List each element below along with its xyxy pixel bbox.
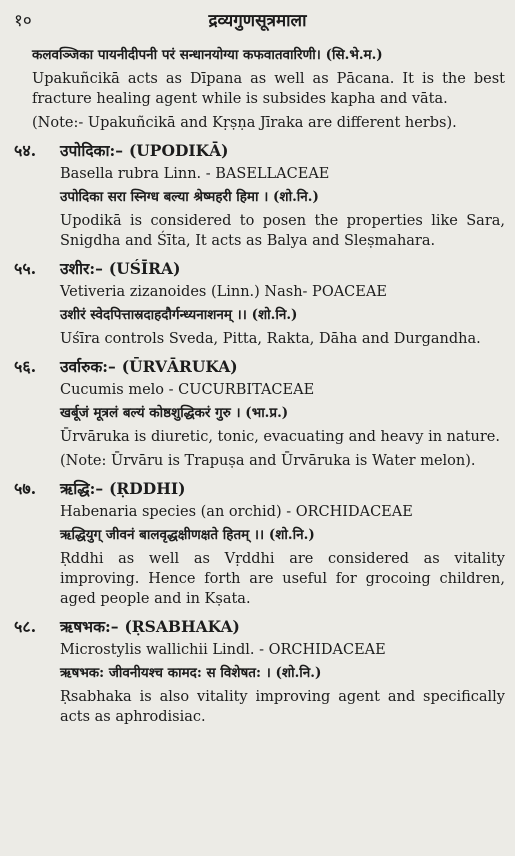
entry-body	[0, 165, 515, 251]
entry-number: ५५.	[14, 259, 37, 278]
intro-continuation	[0, 45, 515, 133]
entry-sanskrit-title: ऋषभक:–	[60, 617, 119, 636]
entry-heading	[0, 257, 515, 281]
page-title: द्रव्यगुणसूत्रमाला	[208, 11, 307, 31]
page-header	[0, 4, 515, 32]
intro-note: (Note:- Upakuñcikā and Kṛṣṇa Jīraka are different herbs).	[32, 115, 457, 131]
intro-verse: कलवञ्जिका पायनीदीपनी परं सन्धानयोग्या कफवातवारिणी। (सि.भे.म.)	[32, 47, 383, 63]
entry-title	[60, 355, 238, 377]
entry-roman-title: (UPODIKĀ)	[128, 141, 229, 160]
entry-botanical-name: Cucumis melo - CUCURBITACEAE	[60, 382, 315, 398]
entry-description: Ṛddhi as well as Vṛddhi are considered as vitality improving. Hence forth are useful for grocoing children, aged people and in Kṣata.	[60, 551, 505, 607]
entry-heading	[0, 355, 515, 379]
entry-number: ५८.	[14, 617, 37, 636]
entry-number: ५६.	[14, 357, 37, 376]
entry-title	[60, 615, 240, 637]
entry-verse: ऋद्धियुग् जीवनं बालवृद्धक्षीणक्षते हितम् ।। (शो.नि.)	[60, 527, 315, 543]
entry-roman-title: (ṚDDHI)	[109, 479, 186, 498]
page-number: १०	[14, 11, 32, 31]
entry-roman-title: (ṚSABHAKA)	[124, 617, 240, 636]
entry-body	[0, 381, 515, 471]
entry-sanskrit-title: ऋद्धि:–	[60, 479, 104, 498]
entry-verse: ऋषभक: जीवनीयश्च कामद: स विशेषत: । (शो.नि.)	[60, 665, 322, 681]
entry-number: ५७.	[14, 479, 37, 498]
entry-verse: खर्बूजं मूत्रलं बल्यं कोष्ठशुद्धिकरं गुरु । (भा.प्र.)	[60, 405, 289, 421]
entry-body	[0, 283, 515, 349]
entry-usira	[0, 257, 515, 349]
entry-note: (Note: Ūrvāru is Trapuṣa and Ūrvāruka is Water melon).	[60, 453, 476, 469]
entry-heading	[0, 139, 515, 163]
entry-title	[60, 257, 180, 279]
entry-heading	[0, 615, 515, 639]
entry-sanskrit-title: उर्वारुक:–	[60, 357, 116, 376]
entry-description: Ūrvāruka is diuretic, tonic, evacuating and heavy in nature.	[60, 429, 500, 445]
entry-title	[60, 139, 229, 161]
entry-roman-title: (ŪRVĀRUKA)	[121, 357, 238, 376]
entry-roman-title: (UŚĪRA)	[108, 259, 181, 278]
intro-description: Upakuñcikā acts as Dīpana as well as Pācana. It is the best fracture healing agent while is subsides kapha and vāta.	[32, 71, 505, 107]
entry-number: ५४.	[14, 141, 37, 160]
entry-urvaruka	[0, 355, 515, 471]
entry-botanical-name: Habenaria species (an orchid) - ORCHIDACEAE	[60, 504, 413, 520]
entry-verse: उपोदिका सरा स्निग्ध बल्या श्रेष्महरी हिमा । (शो.नि.)	[60, 189, 319, 205]
entry-botanical-name: Basella rubra Linn. - BASELLACEAE	[60, 166, 330, 182]
entry-heading	[0, 477, 515, 501]
entry-description: Ṛsabhaka is also vitality improving agent and specifically acts as aphrodisiac.	[60, 689, 505, 725]
entry-rsabhaka	[0, 615, 515, 727]
entry-description: Upodikā is considered to posen the properties like Sara, Snigdha and Śīta, It acts as Balya and Sleṣmahara.	[60, 213, 505, 249]
entry-description: Uśīra controls Sveda, Pitta, Rakta, Dāha and Durgandha.	[60, 331, 481, 347]
entry-title	[60, 477, 185, 499]
entry-botanical-name: Vetiveria zizanoides (Linn.) Nash- POACEAE	[60, 284, 387, 300]
entry-sanskrit-title: उशीर:–	[60, 259, 103, 278]
entry-rddhi	[0, 477, 515, 609]
entry-body	[0, 641, 515, 727]
entry-verse: उशीरं स्वेदपित्तास्रदाहदौर्गन्ध्यनाशनम् ।। (शो.नि.)	[60, 307, 298, 323]
page-content	[0, 42, 515, 731]
entry-body	[0, 503, 515, 609]
entry-sanskrit-title: उपोदिका:–	[60, 141, 123, 160]
entry-upodika	[0, 139, 515, 251]
entry-botanical-name: Microstylis wallichii Lindl. - ORCHIDACEAE	[60, 642, 386, 658]
